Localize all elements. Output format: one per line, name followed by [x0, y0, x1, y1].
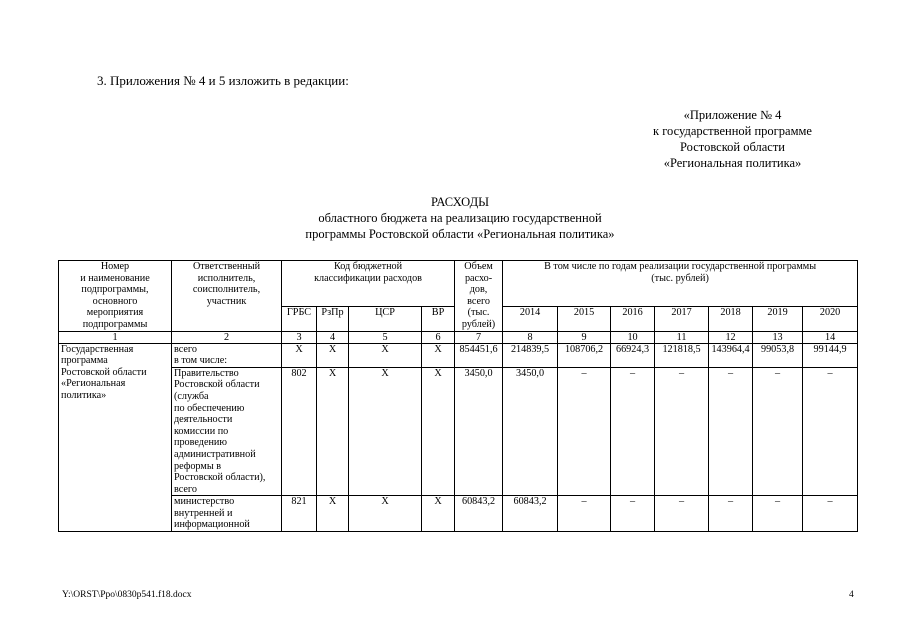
year-value-cell: 60843,2	[503, 496, 558, 532]
year-value-cell: –	[709, 367, 753, 496]
year-value-cell: 99144,9	[803, 343, 858, 367]
rzpr-cell: Х	[317, 367, 349, 496]
table-row	[59, 496, 858, 532]
year-value-cell: –	[803, 367, 858, 496]
col-header-executor: Ответственный исполнитель, соисполнитель, участник	[172, 261, 282, 332]
column-number: 1	[59, 331, 172, 343]
vr-cell: Х	[422, 367, 455, 496]
col-header-grbs: ГРБС	[282, 307, 317, 331]
col-header-years-group: В том числе по годам реализации государственной программы (тыс. рублей)	[503, 261, 858, 307]
grbs-cell: 821	[282, 496, 317, 532]
column-number: 10	[611, 331, 655, 343]
year-value-cell: 214839,5	[503, 343, 558, 367]
column-number: 4	[317, 331, 349, 343]
col-header-vr: ВР	[422, 307, 455, 331]
col-header-year: 2020	[803, 307, 858, 331]
footer-file-path: Y:\ORST\Ppo\0830p541.f18.docx	[62, 590, 192, 600]
csr-cell: Х	[349, 367, 422, 496]
executor-cell: министерство внутренней и информационной	[172, 496, 282, 532]
col-header-year: 2014	[503, 307, 558, 331]
year-value-cell: 108706,2	[558, 343, 611, 367]
year-value-cell: –	[803, 496, 858, 532]
column-number: 5	[349, 331, 422, 343]
col-header-volume: Объем расхо- дов, всего (тыс. рублей)	[455, 261, 503, 332]
appendix-header	[560, 107, 905, 171]
appendix-header-line: «Региональная политика»	[663, 156, 802, 170]
program-name-cell: Государственная программа Ростовской области «Региональная политика»	[59, 343, 172, 532]
column-number: 13	[753, 331, 803, 343]
column-number: 11	[655, 331, 709, 343]
amendment-text: 3. Приложения № 4 и 5 изложить в редакции:	[97, 73, 349, 88]
col-header-budget-code: Код бюджетной классификации расходов	[282, 261, 455, 307]
grbs-cell: Х	[282, 343, 317, 367]
year-value-cell: 121818,5	[655, 343, 709, 367]
year-value-cell: 66924,3	[611, 343, 655, 367]
year-value-cell: –	[611, 496, 655, 532]
column-number: 12	[709, 331, 753, 343]
column-numbers-row	[59, 331, 858, 343]
grbs-cell: 802	[282, 367, 317, 496]
appendix-header-line: «Приложение № 4	[683, 108, 782, 122]
csr-cell: Х	[349, 496, 422, 532]
expenses-table	[58, 260, 858, 532]
vr-cell: Х	[422, 343, 455, 367]
rzpr-cell: Х	[317, 496, 349, 532]
year-value-cell: 3450,0	[503, 367, 558, 496]
total-cell: 854451,6	[455, 343, 503, 367]
document-title	[200, 194, 720, 242]
column-number: 3	[282, 331, 317, 343]
appendix-header-line: к государственной программе	[653, 124, 812, 138]
table-row	[59, 367, 858, 496]
total-cell: 60843,2	[455, 496, 503, 532]
column-number: 14	[803, 331, 858, 343]
title-line: РАСХОДЫ	[431, 195, 489, 209]
year-value-cell: –	[709, 496, 753, 532]
year-value-cell: –	[655, 496, 709, 532]
header-row	[59, 261, 858, 307]
executor-cell: всего в том числе:	[172, 343, 282, 367]
vr-cell: Х	[422, 496, 455, 532]
table-row	[59, 343, 858, 367]
col-header-number-name: Номер и наименование подпрограммы, основного мероприятия подпрограммы	[59, 261, 172, 332]
col-header-year: 2017	[655, 307, 709, 331]
column-number: 6	[422, 331, 455, 343]
executor-cell: Правительство Ростовской области (служба по обеспечению деятельности комиссии по проведению административной реформы в Ростовской области), всего	[172, 367, 282, 496]
csr-cell: Х	[349, 343, 422, 367]
year-value-cell: –	[753, 367, 803, 496]
column-number: 8	[503, 331, 558, 343]
column-number: 9	[558, 331, 611, 343]
total-cell: 3450,0	[455, 367, 503, 496]
year-value-cell: –	[611, 367, 655, 496]
title-line: областного бюджета на реализацию государственной	[318, 211, 602, 225]
page-number: 4	[849, 590, 854, 600]
rzpr-cell: Х	[317, 343, 349, 367]
col-header-year: 2016	[611, 307, 655, 331]
year-value-cell: –	[655, 367, 709, 496]
column-number: 2	[172, 331, 282, 343]
year-value-cell: 143964,4	[709, 343, 753, 367]
col-header-year: 2019	[753, 307, 803, 331]
col-header-year: 2015	[558, 307, 611, 331]
appendix-header-line: Ростовской области	[680, 140, 785, 154]
col-header-rzpr: РзПр	[317, 307, 349, 331]
col-header-csr: ЦСР	[349, 307, 422, 331]
year-value-cell: 99053,8	[753, 343, 803, 367]
col-header-year: 2018	[709, 307, 753, 331]
year-value-cell: –	[753, 496, 803, 532]
year-value-cell: –	[558, 367, 611, 496]
title-line: программы Ростовской области «Региональная политика»	[305, 227, 615, 241]
year-value-cell: –	[558, 496, 611, 532]
column-number: 7	[455, 331, 503, 343]
